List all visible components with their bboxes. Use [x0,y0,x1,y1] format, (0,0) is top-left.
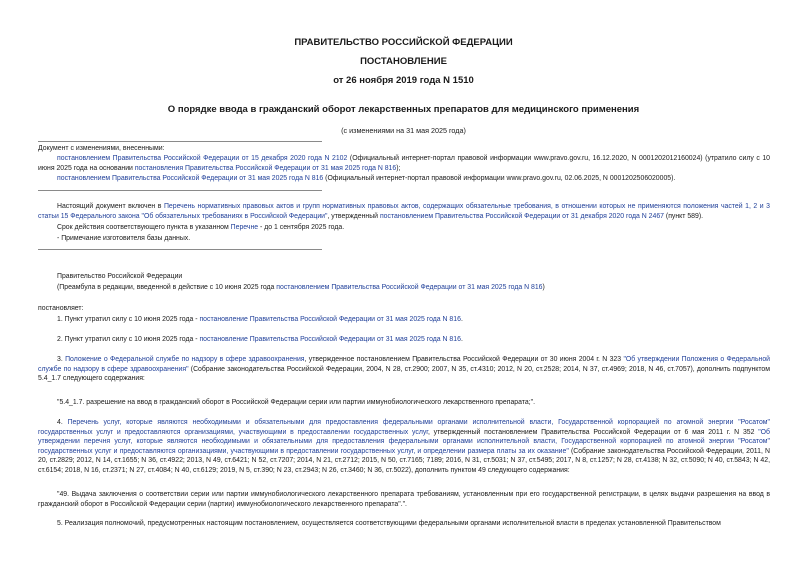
item-3-text: , утвержденное постановлением Правительства Российской Федерации от 30 июня 2004 г. N 323 [304,356,624,363]
item-1-text: 1. Пункт утратил силу с 10 июня 2025 года - [57,316,200,323]
notice-term [38,223,770,233]
doc-type-heading: ПОСТАНОВЛЕНИЕ [360,56,447,67]
preamble-edition [38,283,770,293]
notice-perechen-link[interactable]: Перечне [230,224,259,231]
preamble-edition-text: (Преамбула в редакции, введенной в действие с 10 июня 2025 года [57,284,277,291]
item-2 [38,335,770,345]
divider [38,190,322,191]
item-4-num: 4. [57,419,68,426]
preamble-link-816[interactable]: постановлением Правительства Российской Федерации от 31 мая 2025 года N 816 [276,284,543,291]
change-item-2-text: (Официальный интернет-портал правовой информации www.pravo.gov.ru, 02.06.2025, N 0001202506020005). [323,175,676,182]
item-1-end: . [460,316,463,323]
change-item-1-text: (Официальный интернет-портал правовой информации www.pravo.gov.ru, 16.12.2020, N 0001202012160024) (утратило силу с 10 июня 2025 года на основании [38,155,770,172]
item-3-num: 3. [57,356,66,363]
item-5: 5. Реализация полномочий, предусмотренных настоящим постановлением, осуществляется соответствующими федеральными органами исполнительной власти в пределах установленной Правительством [57,520,721,527]
change-link-816[interactable]: постановлением Правительства Российской Федерации от 31 мая 2025 года N 816 [57,175,324,182]
change-item-2 [38,174,770,184]
item-1-link[interactable]: постановление Правительства Российской Федерации от 31 мая 2025 года N 816 [199,316,461,323]
divider [38,141,322,142]
notice-decree-link-2467[interactable]: постановлением Правительства Российской Федерации от 31 декабря 2020 года N 2467 [379,212,664,220]
item-3-quote: "5.4_1.7. разрешение на ввод в гражданский оборот в Российской Федерации серии или партии иммунобиологического лекарственного препарата;". [57,399,535,406]
date-number: от 26 ноября 2019 года N 1510 [333,75,474,86]
notice-text: (пункт 589). [663,212,704,220]
preamble-edition-end: ) [542,284,545,291]
item-2-text: 2. Пункт утратил силу с 10 июня 2025 года - [57,336,200,343]
decree-word: постановляет: [38,305,84,312]
divider [38,249,322,250]
item-4-list-link[interactable]: Перечень услуг, которые являются необходимыми и обязательными для предоставления федеральными органами исполнительной власти, Государственной корпорацией по атомной энергии "Росатом" государственных услуг и предоставляются организациями, участвующими в предоставлении государственных услуг [38,419,770,436]
notice-term-text: Срок действия соответствующего пункта в указанном [57,224,231,231]
item-2-link[interactable]: постановление Правительства Российской Федерации от 31 мая 2025 года N 816 [199,336,461,343]
document-title: О порядке ввода в гражданский оборот лекарственных препаратов для медицинского применения [167,104,640,115]
item-1 [38,315,770,325]
item-3 [38,355,770,384]
item-4-text: , утвержденный постановлением Правительства Российской Федерации от 6 мая 2011 г. N 352 [427,428,759,436]
notice-text: , утвержденный [327,212,380,220]
change-item-1-end: ); [396,164,401,172]
revision-note: (с изменениями на 31 мая 2025 года) [341,126,466,135]
preamble-org: Правительство Российской Федерации [57,273,183,280]
item-4 [38,418,770,476]
database-note: - Примечание изготовителя базы данных. [57,235,191,242]
notice-list-link[interactable]: Перечень нормативных правовых актов и групп нормативных правовых актов, содержащих обязательные требования, в отношении которых не применяются положения частей 1, 2 и 3 статьи 15 Федерального закона "Об обязательных требованиях в Российской Федерации" [38,203,770,220]
item-4-quote: "49. Выдача заключения о соответствии серии или партии иммунобиологического лекарственного препарата требованиям, установленным при его государственной регистрации, в целях выдачи разрешения на ввод в гражданский оборот в Российской Федерации серии (партии) иммунобиологического лекарственного препарата".". [38,491,770,508]
item-4-decree-link[interactable]: "Об утверждении перечня услуг, которые являются необходимыми и обязательными для предоставления федеральными органами исполнительной власти, Государственной корпорацией по атомной энергии "Росатом" государственных услуг и предоставляются организациями, участвующими в предоставлении государственных услуг, и определении размера платы за их оказание" [38,428,770,455]
item-2-end: . [460,336,463,343]
authority-heading: ПРАВИТЕЛЬСТВО РОССИЙСКОЙ ФЕДЕРАЦИИ [294,37,513,48]
change-link-2102[interactable]: постановлением Правительства Российской Федерации от 15 декабря 2020 года N 2102 [57,155,348,162]
item-3-text-2: (Собрание законодательства Российской Федерации, 2004, N 28, ст.2900; 2007, N 35, ст.4310; 2012, N 20, ст.2528; 2014, N 37, ст.4969; 2018, N 46, ст.7057), дополнить подпунктом 5.4_1.7 следующего содержания: [38,365,770,383]
item-3-regulation-link[interactable]: Положение о Федеральной службе по надзору в сфере здравоохранения [65,356,305,363]
notice-text: Настоящий документ включен в [57,203,164,210]
item-4-text-2: (Собрание законодательства Российской Федерации, 2011, N 20, ст.2829; 2012, N 14, ст.1655; N 36, ст.4922; 2013, N 49, ст.6421; N 52, ст.7207; 2014, N 21, ст.2712; 2015, N 50, ст.7165; 7189; 2016, N 31, ст.5031; N 37, ст.5495; 2017, N 8, ст.1257; N 28, ст.4138; N 32, ст.5090; N 40, ст.5843; N 42, ст.6154; 2018, N 16, ст.2371; N 27, ст.4084; N 40, ст.6129; 2019, N 5, ст.390; N 23, ст.2943; N 26, ст.3460; N 36, ст.5022), дополнить пунктом 49 следующего содержания: [38,447,770,474]
notice-paragraph [38,202,770,221]
changes-intro: Документ с изменениями, внесенными: [38,145,165,152]
change-item-1 [38,154,770,173]
change-link-816-repeal[interactable]: постановления Правительства Российской Федерации от 31 мая 2025 года N 816 [134,164,397,172]
item-3-decree-link[interactable]: "Об утверждении Положения о Федеральной службе по надзору в сфере здравоохранения" [38,356,771,373]
notice-term-end: - до 1 сентября 2025 года. [258,224,345,231]
